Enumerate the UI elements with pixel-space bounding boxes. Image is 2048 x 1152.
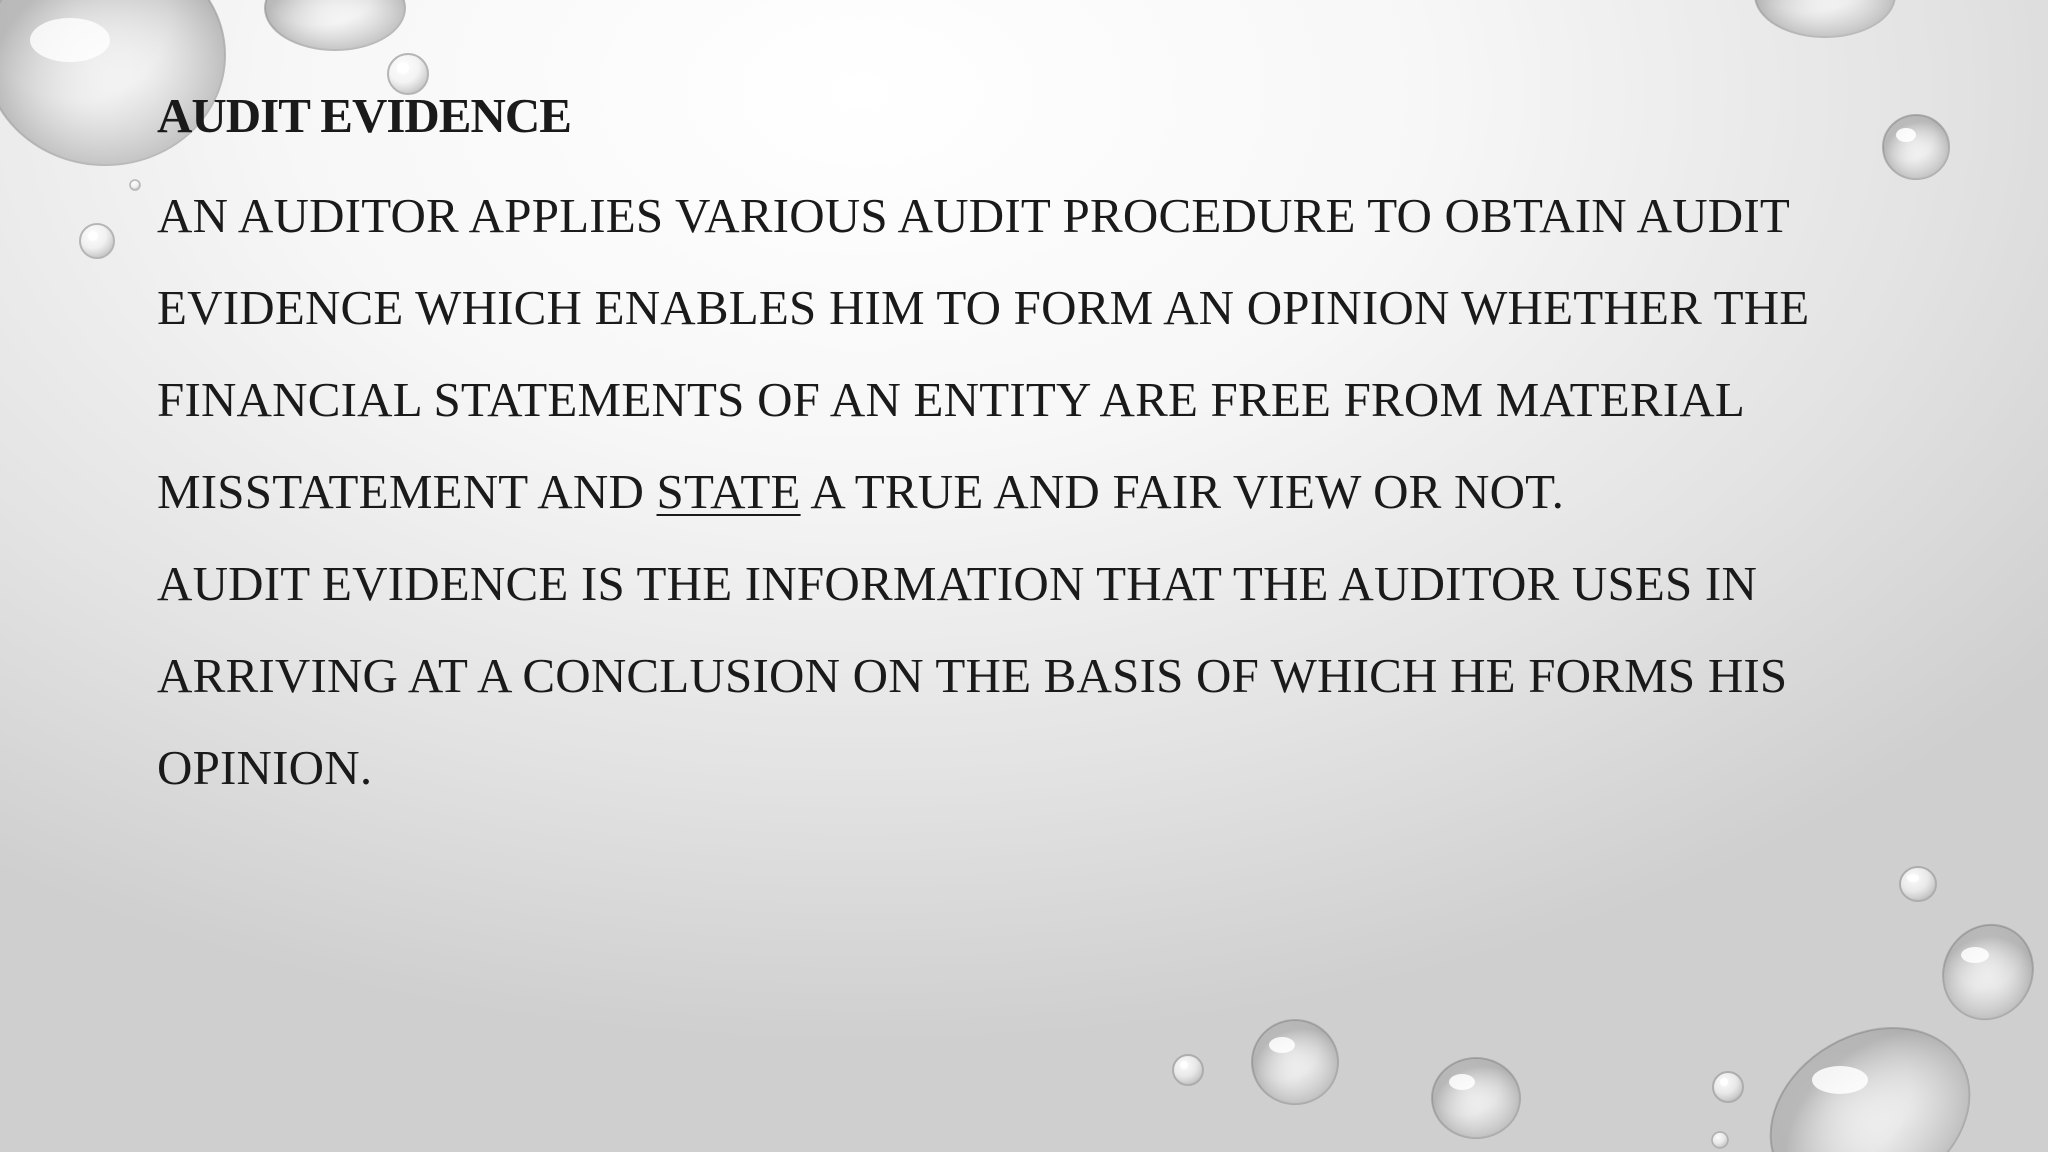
water-droplet-icon — [265, 0, 405, 50]
body-line: AN AUDITOR APPLIES VARIOUS AUDIT PROCEDURE TO OBTAIN AUDIT — [157, 188, 1791, 243]
body-line: OPINION. — [157, 740, 373, 795]
body-line: EVIDENCE WHICH ENABLES HIM TO FORM AN OPINION WHETHER THE — [157, 280, 1810, 335]
body-line: FINANCIAL STATEMENTS OF AN ENTITY ARE FREE FROM MATERIAL — [157, 372, 1746, 427]
water-droplet-icon — [1927, 909, 2048, 1035]
body-text: MISSTATEMENT AND — [157, 464, 657, 519]
water-droplet-icon — [1712, 1132, 1728, 1148]
water-droplet-icon — [1252, 1020, 1338, 1104]
body-line: AUDIT EVIDENCE IS THE INFORMATION THAT THE AUDITOR USES IN — [157, 556, 1758, 611]
slide-body — [157, 170, 1937, 814]
body-line — [157, 446, 1937, 538]
water-droplet-icon — [80, 224, 114, 258]
water-droplet-icon — [130, 180, 140, 190]
water-droplet-icon — [1713, 1072, 1743, 1102]
body-text: A TRUE AND FAIR VIEW OR NOT. — [800, 464, 1565, 519]
water-droplet-icon — [1739, 993, 2001, 1152]
underlined-word: STATE — [656, 464, 801, 519]
water-droplet-icon — [1173, 1055, 1203, 1085]
slide-title: AUDIT EVIDENCE — [157, 88, 571, 143]
body-line: ARRIVING AT A CONCLUSION ON THE BASIS OF WHICH HE FORMS HIS — [157, 648, 1788, 703]
water-droplet-icon — [1755, 0, 1895, 37]
water-droplet-icon — [1432, 1058, 1520, 1138]
water-droplet-icon — [1900, 867, 1936, 901]
